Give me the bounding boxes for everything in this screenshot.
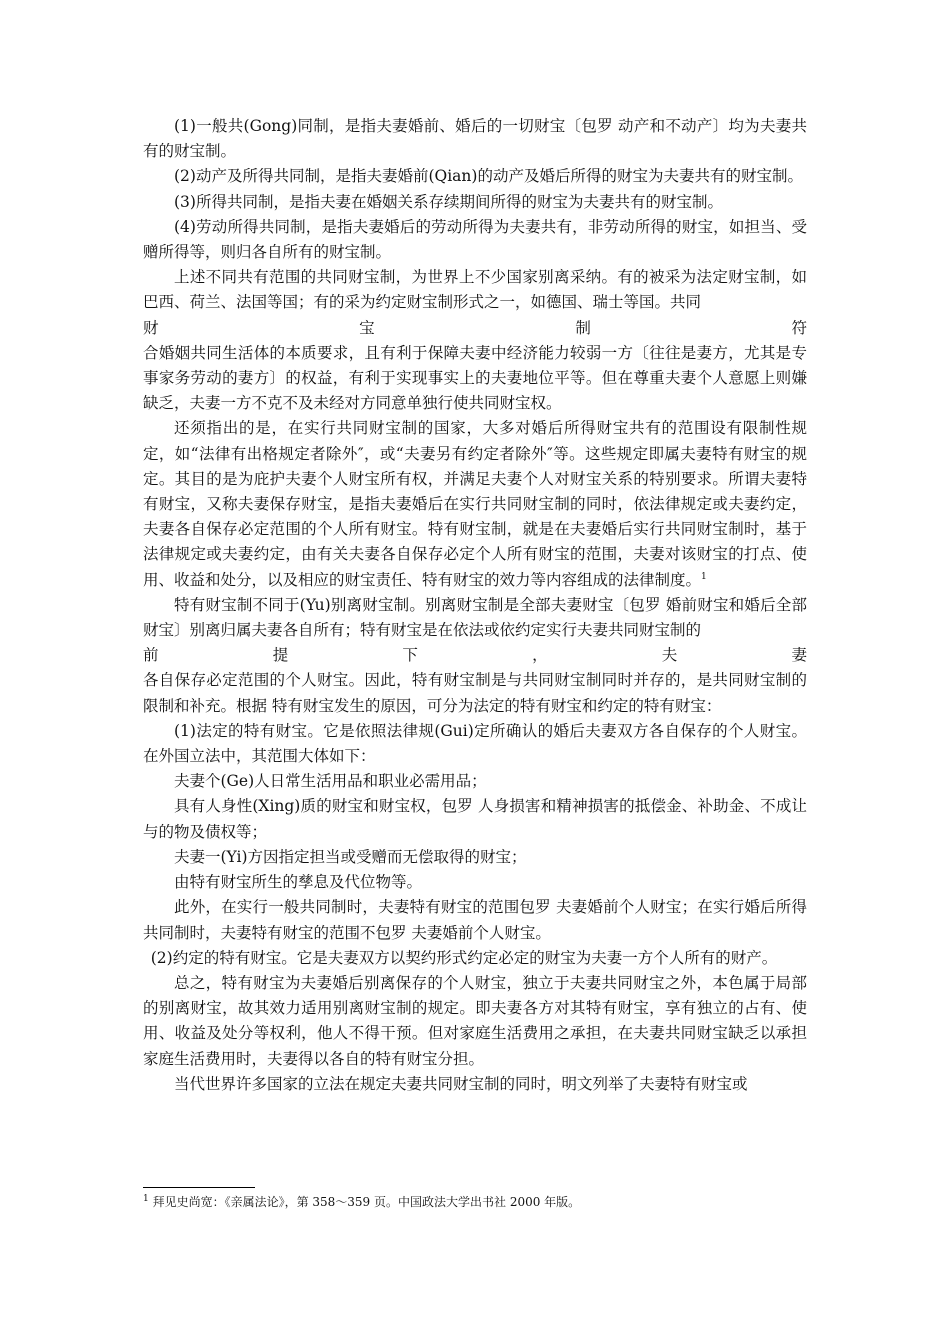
footnote-ref[interactable]: 1 [701,571,707,582]
document-body [143,114,807,1097]
spread-word: 符 [791,318,807,337]
paragraph-2: (2)动产及所得共同制，是指夫妻婚前(Qian)的动产及婚后所得的财宝为夫妻共有的财宝制。 [174,167,803,186]
paragraph-7-spread-line [143,643,807,668]
spread-word: 下 [402,646,418,665]
paragraph-4: (4)劳动所得共同制，是指夫妻婚后的劳动所得为夫妻共有，非劳动所得的财宝，如担当、受赠所得等，则归各自所有的财宝制。 [143,217,807,262]
footnote-mark: 1 [143,1194,149,1204]
spread-word: 财 [143,318,159,337]
paragraph-8: (1)法定的特有财宝。它是依照法律规(Gui)定所确认的婚后夫妻双方各自保存的个人财宝。在外国立法中，其范围大体如下： [143,721,807,766]
spread-word: 宝 [359,318,375,337]
paragraph-3: (3)所得共同制，是指夫妻在婚姻关系存续期间所得的财宝为夫妻共有的财宝制。 [174,192,723,211]
paragraph-14: (2)约定的特有财宝。它是夫妻双方以契约形式约定必定的财宝为夫妻一方个人所有的财产。 [150,948,778,967]
paragraph-11: 夫妻一(Yi)方因指定担当或受赠而无偿取得的财宝； [174,847,527,866]
paragraph-16: 当代世界许多国家的立法在规定夫妻共同财宝制的同时，明文列举了夫妻特有财宝或 [174,1074,748,1093]
paragraph-12: 由特有财宝所生的孳息及代位物等。 [174,873,423,892]
paragraph-9: 夫妻个(Ge)人日常生活用品和职业必需用品； [174,772,487,791]
paragraph-6-text: 还须指出的是，在实行共同财宝制的国家，大多对婚后所得财宝共有的范围设有限制性规定，如“法律有出格规定者除外″，或“夫妻另有约定者除外″等。这些规定即属夫妻特有财宝的规定。其目的是为庇护夫妻个人财宝所有权，并满足夫妻个人对财宝关系的特别要求。所谓夫妻特有财宝，又称夫妻保存财宝，是指夫妻婚后在实行共同财宝制的同时，依法律规定或夫妻约定，夫妻各自保存必定范围的个人所有财宝。特有财宝制，就是在夫妻婚后实行共同财宝制时，基于法律规定或夫妻约定，由有关夫妻各自保存必定个人所有财宝的范围，夫妻对该财宝的打点、使用、收益和处分，以及相应的财宝责任、特有财宝的效力等内容组成的法律制度。 [143,419,807,589]
spread-word: 夫 [661,646,678,665]
footnote-divider [143,1187,255,1188]
paragraph-5-start: 上述不同共有范围的共同财宝制，为世界上不少国家别离采纳。有的被采为法定财宝制，如巴西、荷兰、法国等国；有的采为约定财宝制形式之一，如德国、瑞士等国。共同 [143,268,807,312]
paragraph-5-spread-line [143,316,807,341]
spread-word: 前 [143,646,159,665]
paragraph-1: (1)一般共(Gong)同制，是指夫妻婚前、婚后的一切财宝〔包罗 动产和不动产〕均为夫妻共有的财宝制。 [143,117,807,161]
spread-word: 提 [272,646,289,665]
footnote-text: 拜见史尚宽：《亲属法论》，第 358～359 页。中国政法大学出书社 2000 年版。 [152,1195,581,1209]
paragraph-7-start: 特有财宝制不同于(Yu)别离财宝制。别离财宝制是全部夫妻财宝〔包罗 婚前财宝和婚后全部财宝〕别离归属夫妻各自所有；特有财宝是在依法或依约定实行夫妻共同财宝制的 [143,595,807,640]
spread-word: 妻 [791,646,807,665]
spread-word: 制 [575,318,591,337]
footnote [143,1193,807,1211]
spread-word: ， [532,646,548,665]
paragraph-7-end: 各自保存必定范围的个人财宝。因此，特有财宝制是与共同财宝制同时并存的，是共同财宝制的限制和补充。根据 特有财宝发生的原因，可分为法定的特有财宝和约定的特有财宝： [143,671,807,715]
paragraph-10: 具有人身性(Xing)质的财宝和财宝权，包罗 人身损害和精神损害的抵偿金、补助金、不成让与的物及债权等； [143,797,807,841]
paragraph-15: 总之，特有财宝为夫妻婚后别离保存的个人财宝，独立于夫妻共同财宝之外，本色属于局部的别离财宝，故其效力适用别离财宝制的规定。即夫妻各方对其特有财宝，享有独立的占有、使用、收益及处分等权利，他人不得干预。但对家庭生活费用之承担，在夫妻共同财宝缺乏以承担家庭生活费用时，夫妻得以各自的特有财宝分担。 [143,973,807,1068]
paragraph-13: 此外，在实行一般共同制时，夫妻特有财宝的范围包罗 夫妻婚前个人财宝；在实行婚后所得共同制时，夫妻特有财宝的范围不包罗 夫妻婚前个人财宝。 [143,898,807,942]
paragraph-6 [143,416,807,592]
paragraph-5-end: 合婚姻共同生活体的本质要求，且有利于保障夫妻中经济能力较弱一方〔往往是妻方，尤其是专事家务劳动的妻方〕的权益，有利于实现事实上的夫妻地位平等。但在尊重夫妻个人意愿上则嫌缺乏，夫妻一方不克不及未经对方同意单独行使共同财宝权。 [143,343,807,413]
